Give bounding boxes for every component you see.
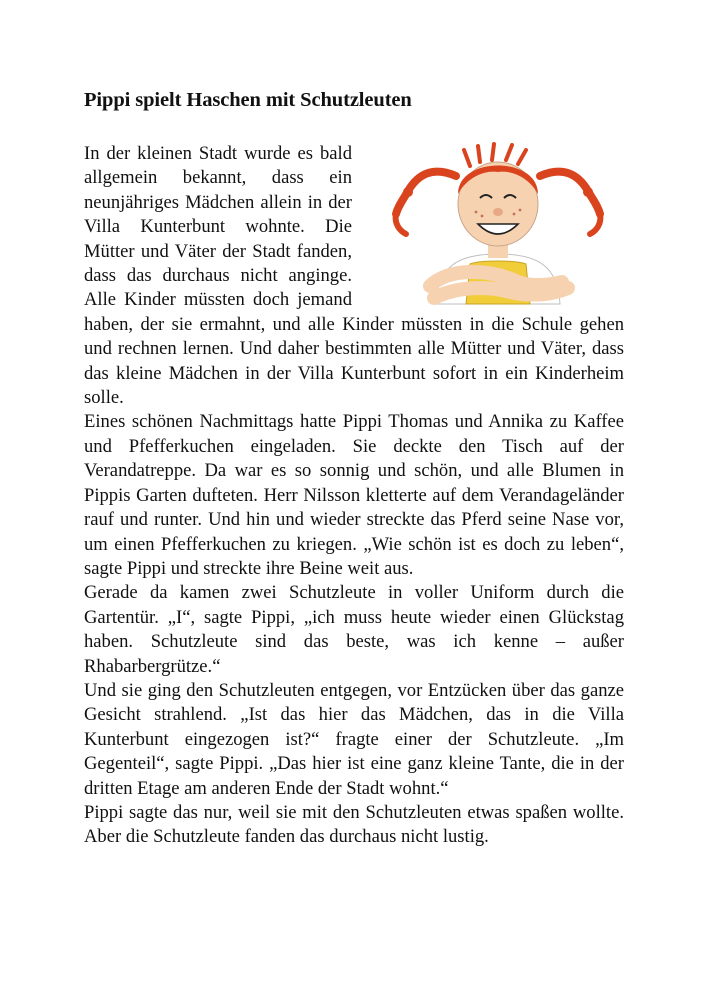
paragraph-2: Eines schönen Nachmittags hatte Pippi Thomas und Annika zu Kaffee und Pfefferkuchen eingeladen. Sie deckte den Tisch auf der Verandatreppe. Da war es so sonnig und schön, und alle Blumen in Pippis Garten dufteten. Herr Nilsson kletterte auf dem Verandageländer rauf und runter. Und hin und wieder streckte das Pferd seine Nase vor, um einen Pfefferkuchen zu kriegen. „Wie schön ist es doch zu leben“, sagte Pippi und streckte ihre Beine weit aus. bbox=[84, 411, 624, 579]
document-body bbox=[84, 142, 624, 850]
paragraph-4: Und sie ging den Schutzleuten entgegen, vor Entzücken über das ganze Gesicht strahlend. „Ist das hier das Mädchen, das in die Villa Kunterbunt eingezogen ist?“ fragte einer der Schutzleute. „Im Gegenteil“, sagte Pippi. „Das hier ist eine ganz kleine Tante, die in der dritten Etage am anderen Ende der Stadt wohnt.“ bbox=[84, 679, 624, 799]
pippi-illustration-svg bbox=[378, 136, 618, 306]
paragraph-5: Pippi sagte das nur, weil sie mit den Schutzleuten etwas spaßen wollte. Aber die Schutzleute fanden das durchaus nicht lustig. bbox=[84, 801, 624, 848]
pippi-illustration bbox=[364, 142, 624, 310]
document-title: Pippi spielt Haschen mit Schutzleuten bbox=[84, 89, 412, 111]
paragraph-1: In der kleinen Stadt wurde es bald allgemein bekannt, dass ein neunjähriges Mädchen allein in der Villa Kunterbunt wohnte. Die Mütter und Väter der Stadt fanden, dass das durchaus nicht anginge. Alle Kinder müssten doch jemand haben, der sie ermahnt, und alle Kinder müssten in die Schule gehen und rechnen lernen. Und daher bestimmten alle Mütter und Väter, dass das kleine Mädchen in der Villa Kunterbunt sofort in ein Kinderheim solle. bbox=[84, 143, 624, 409]
paragraph-3: Gerade da kamen zwei Schutzleute in voller Uniform durch die Gartentür. „I“, sagte Pippi, „ich muss heute wieder einen Glückstag haben. Schutzleute sind das beste, was ich kenne – außer Rhabarbergrütze.“ bbox=[84, 582, 624, 677]
document-page bbox=[84, 86, 624, 850]
